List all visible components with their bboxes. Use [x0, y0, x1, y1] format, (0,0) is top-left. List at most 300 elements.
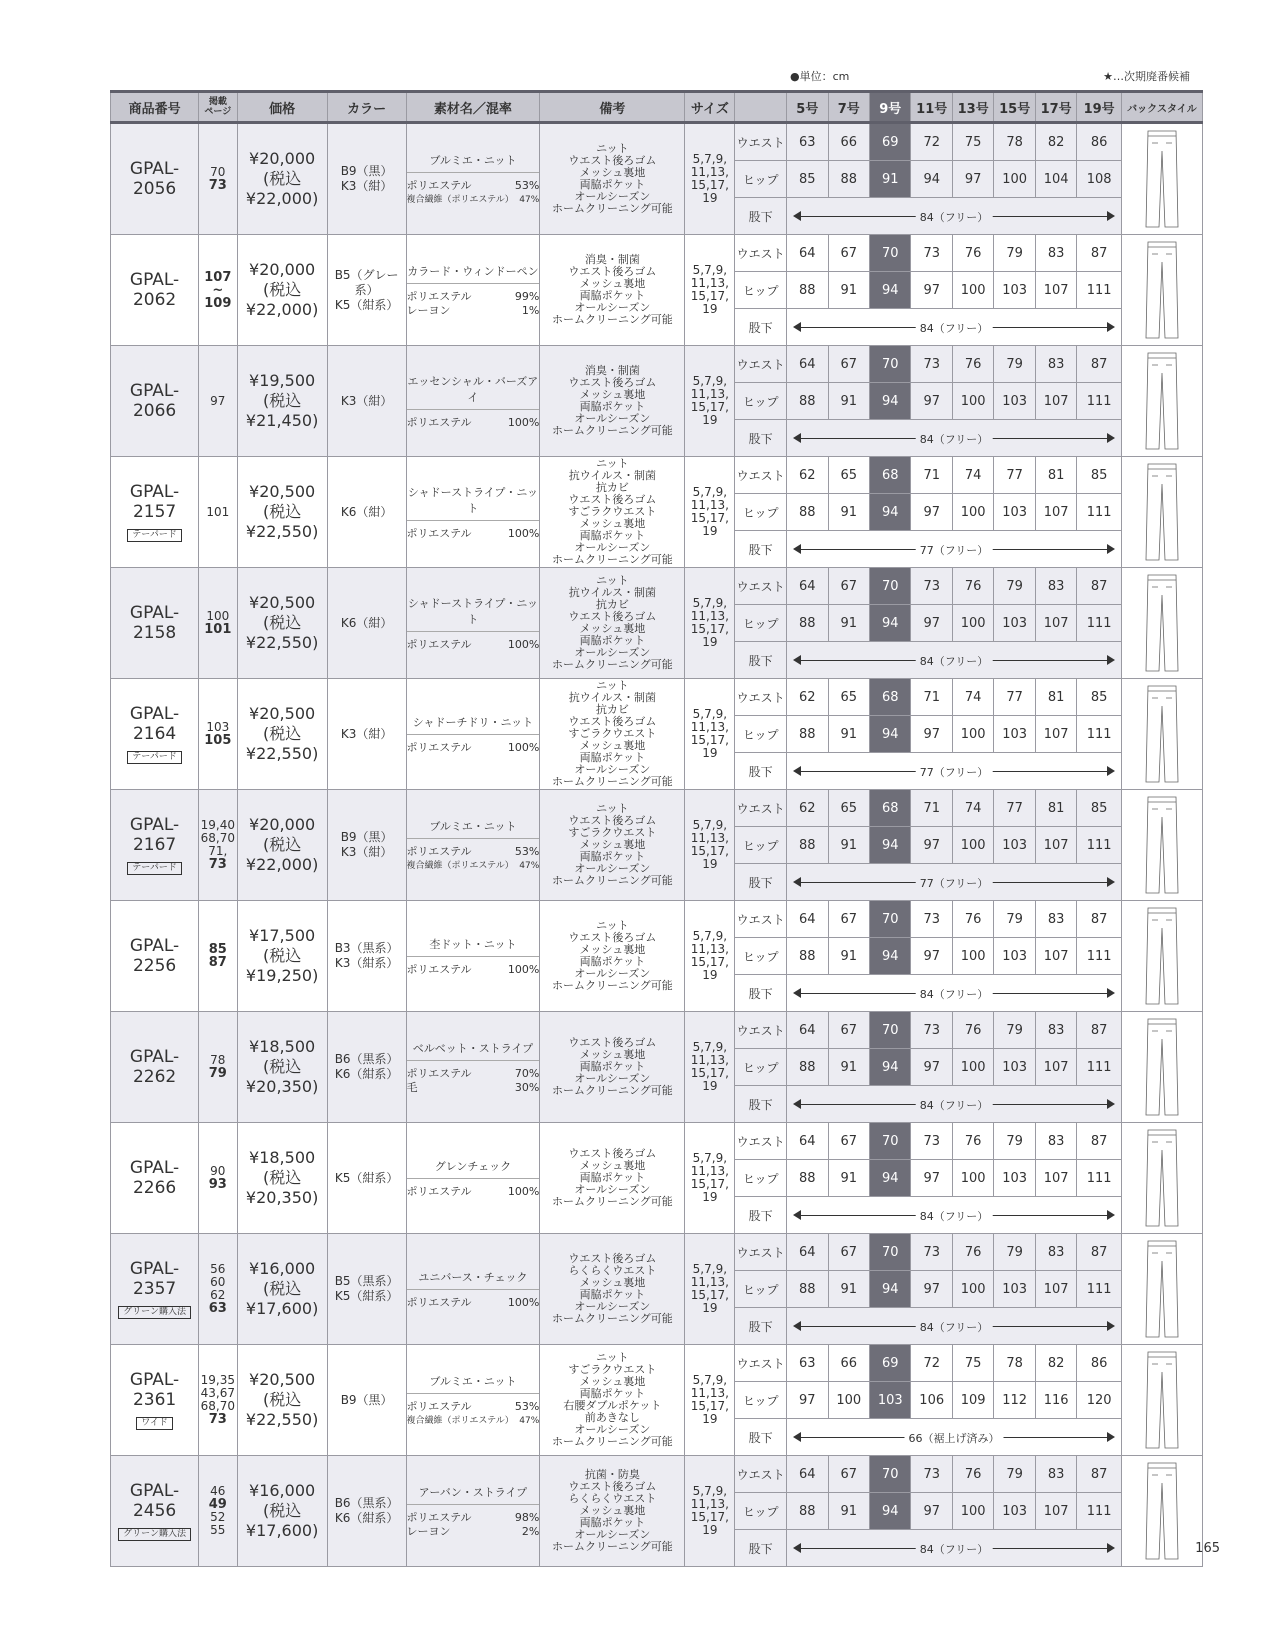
- note-item: ニット: [596, 802, 629, 815]
- header-size-17: 17号: [1035, 92, 1076, 123]
- note-item: オールシーズン: [574, 1528, 651, 1541]
- header-size-5: 5号: [787, 92, 828, 123]
- material-mix-line: [407, 1067, 540, 1081]
- hip-value: 103: [994, 383, 1035, 420]
- hip-value: 94: [870, 1271, 911, 1308]
- product-row: [111, 123, 1203, 161]
- fiber-name: ポリエステル: [406, 637, 472, 651]
- color-option: B6（黒系）: [334, 1052, 399, 1066]
- hip-label: ヒップ: [735, 1493, 787, 1530]
- catalog-page-bold: 79: [208, 1066, 227, 1081]
- catalog-page: 56: [210, 1262, 226, 1276]
- hip-label: ヒップ: [735, 716, 787, 753]
- product-badge: グリーン購入法: [118, 1306, 191, 1319]
- fiber-percent: 53%: [514, 844, 540, 858]
- note-item: ウエスト後ろゴム: [568, 493, 657, 506]
- color-option: K6（紺系）: [334, 1067, 399, 1081]
- waist-value: 83: [1035, 1123, 1076, 1160]
- color-cell: [327, 1123, 406, 1234]
- note-item: オールシーズン: [574, 1300, 651, 1313]
- color-cell: [327, 1345, 406, 1456]
- waist-label: ウエスト: [735, 1456, 787, 1493]
- waist-value: 71: [911, 457, 952, 494]
- catalog-page-cell: [199, 457, 237, 568]
- product-row: [111, 1234, 1203, 1271]
- price-with-tax: (税込 ¥21,450): [245, 391, 319, 430]
- waist-value: 87: [1077, 1456, 1122, 1493]
- inseam-value: 77（フリー）: [916, 542, 993, 558]
- note-item: ホームクリーニング可能: [551, 424, 673, 437]
- hip-value: 103: [994, 1271, 1035, 1308]
- product-code: GPAL-2056: [129, 159, 180, 199]
- catalog-page-cell: [199, 901, 237, 1012]
- product-code-cell: [111, 123, 199, 235]
- product-row: [111, 1456, 1203, 1493]
- available-sizes: 5,7,9, 11,13, 15,17, 19: [685, 1345, 735, 1456]
- hip-value: 100: [952, 938, 993, 975]
- waist-value: 81: [1035, 790, 1076, 827]
- hip-value: 111: [1077, 1493, 1122, 1530]
- header-price: 価格: [237, 92, 327, 123]
- arrow-right-icon: [1107, 877, 1115, 887]
- price-cell: [237, 1345, 327, 1456]
- inseam-arrow: [795, 210, 1113, 222]
- waist-value: 64: [787, 568, 828, 605]
- catalog-page: 103: [206, 720, 230, 734]
- color-option: K5（紺系）: [334, 297, 399, 312]
- note-item: 抗カビ: [595, 598, 629, 611]
- hip-value: 88: [787, 1160, 828, 1197]
- inseam-cell: [787, 198, 1122, 235]
- note-item: オールシーズン: [574, 763, 651, 776]
- hip-value: 107: [1035, 272, 1076, 309]
- fiber-percent: 30%: [514, 1080, 540, 1094]
- fiber-percent: 100%: [507, 1295, 540, 1309]
- note-item: ニット: [596, 919, 629, 932]
- color-option: K6（紺系）: [334, 1511, 399, 1525]
- note-item: オールシーズン: [574, 1423, 651, 1436]
- fiber-name: ポリエステル: [406, 1066, 472, 1080]
- waist-value: 64: [787, 901, 828, 938]
- waist-value: 62: [787, 457, 828, 494]
- hip-value: 91: [828, 383, 869, 420]
- material-cell: [406, 1345, 540, 1456]
- fiber-name: ポリエステル: [406, 415, 472, 429]
- color-option: B5（黒系）: [334, 1274, 399, 1288]
- material-mix-line: [407, 741, 540, 755]
- inseam-arrow: [795, 1209, 1113, 1221]
- price-cell: [237, 123, 327, 235]
- available-sizes: 5,7,9, 11,13, 15,17, 19: [685, 235, 735, 346]
- note-item: ホームクリーニング可能: [551, 775, 673, 788]
- inseam-label: 股下: [735, 1197, 787, 1234]
- fiber-name: 複合繊維（ポリエステル）: [406, 194, 514, 205]
- product-code-cell: [111, 457, 199, 568]
- product-badge: グリーン購入法: [118, 1528, 191, 1541]
- waist-value: 71: [911, 679, 952, 716]
- hip-value: 100: [952, 1493, 993, 1530]
- note-item: メッシュ裏地: [579, 622, 646, 635]
- note-item: オールシーズン: [574, 412, 651, 425]
- hip-label: ヒップ: [735, 605, 787, 642]
- material-mix-line: [407, 1185, 540, 1199]
- pants-back-icon: [1142, 462, 1182, 562]
- pants-back-icon: [1142, 1017, 1182, 1117]
- hip-label: ヒップ: [735, 494, 787, 531]
- waist-value: 64: [787, 1123, 828, 1160]
- inseam-label: 股下: [735, 309, 787, 346]
- price-with-tax: (税込 ¥17,600): [245, 1279, 319, 1318]
- arrow-right-icon: [1107, 1543, 1115, 1553]
- material-mix-line: [407, 1414, 540, 1428]
- available-sizes: 5,7,9, 11,13, 15,17, 19: [685, 568, 735, 679]
- product-row: [111, 901, 1203, 938]
- waist-value: 73: [911, 1234, 952, 1271]
- product-code: GPAL-2262: [129, 1047, 180, 1087]
- waist-value: 78: [994, 123, 1035, 161]
- inseam-value: 66（裾上げ済み）: [905, 1430, 1004, 1446]
- arrow-left-icon: [793, 211, 801, 221]
- product-code-cell: [111, 568, 199, 679]
- waist-value: 87: [1077, 235, 1122, 272]
- note-item: 両脇ポケット: [579, 751, 646, 764]
- notes-cell: [540, 1345, 685, 1456]
- hip-value: 103: [994, 1049, 1035, 1086]
- price-cell: [237, 1123, 327, 1234]
- note-item: 両脇ポケット: [579, 400, 646, 413]
- inseam-cell: [787, 1530, 1122, 1567]
- note-item: ホームクリーニング可能: [551, 1195, 673, 1208]
- material-name: ブルミエ・ニット: [407, 818, 540, 839]
- hip-value: 111: [1077, 1160, 1122, 1197]
- inseam-cell: [787, 1086, 1122, 1123]
- hip-value: 91: [828, 1271, 869, 1308]
- note-item: 抗カビ: [595, 481, 629, 494]
- note-item: ウエスト後ろゴム: [568, 1480, 657, 1493]
- available-sizes: 5,7,9, 11,13, 15,17, 19: [685, 346, 735, 457]
- price-cell: [237, 457, 327, 568]
- catalog-page-bold: ~: [212, 282, 224, 298]
- hip-value: 91: [828, 938, 869, 975]
- note-item: オールシーズン: [574, 541, 651, 554]
- hip-value: 100: [952, 716, 993, 753]
- waist-value: 69: [870, 1345, 911, 1382]
- waist-value: 68: [870, 457, 911, 494]
- fiber-name: ポリエステル: [406, 740, 472, 754]
- waist-value: 81: [1035, 457, 1076, 494]
- color-cell: [327, 1234, 406, 1345]
- waist-value: 65: [828, 457, 869, 494]
- arrow-right-icon: [1107, 1432, 1115, 1442]
- waist-value: 73: [911, 235, 952, 272]
- product-code-cell: [111, 1012, 199, 1123]
- hip-value: 111: [1077, 716, 1122, 753]
- product-code: GPAL-2062: [129, 270, 180, 310]
- fiber-name: ポリエステル: [406, 962, 472, 976]
- hip-value: 97: [911, 1160, 952, 1197]
- fiber-percent: 98%: [514, 1510, 540, 1524]
- hip-value: 100: [994, 161, 1035, 198]
- waist-value: 65: [828, 679, 869, 716]
- waist-value: 76: [952, 568, 993, 605]
- note-item: ウエスト後ろゴム: [568, 154, 657, 167]
- price-with-tax: (税込 ¥20,350): [245, 1057, 319, 1096]
- arrow-right-icon: [1107, 766, 1115, 776]
- catalog-page-bold: 107: [204, 269, 232, 285]
- color-option: K3（紺系）: [334, 956, 399, 970]
- waist-value: 73: [911, 901, 952, 938]
- waist-value: 74: [952, 790, 993, 827]
- hip-label: ヒップ: [735, 1271, 787, 1308]
- color-cell: [327, 1456, 406, 1567]
- arrow-right-icon: [1107, 988, 1115, 998]
- pants-back-icon: [1142, 906, 1182, 1006]
- note-item: すごラクウエスト: [568, 727, 657, 740]
- inseam-cell: [787, 642, 1122, 679]
- inseam-value: 84（フリー）: [916, 320, 993, 336]
- inseam-label: 股下: [735, 420, 787, 457]
- waist-value: 74: [952, 679, 993, 716]
- waist-value: 87: [1077, 346, 1122, 383]
- inseam-label: 股下: [735, 1530, 787, 1567]
- available-sizes: 5,7,9, 11,13, 15,17, 19: [685, 457, 735, 568]
- material-name: アーバン・ストライプ: [407, 1484, 540, 1505]
- header-size-9: 9号: [870, 92, 911, 123]
- pants-back-icon: [1142, 1239, 1182, 1339]
- catalog-page-bold: 73: [208, 857, 227, 872]
- waist-value: 79: [994, 1012, 1035, 1049]
- product-code-cell: [111, 901, 199, 1012]
- note-item: メッシュ裏地: [579, 1048, 646, 1061]
- note-item: メッシュ裏地: [579, 388, 646, 401]
- note-item: メッシュ裏地: [579, 517, 646, 530]
- hip-value: 85: [787, 161, 828, 198]
- inseam-value: 84（フリー）: [916, 1319, 993, 1335]
- arrow-right-icon: [1107, 1210, 1115, 1220]
- product-code: GPAL-2266: [129, 1158, 180, 1198]
- hip-value: 88: [787, 272, 828, 309]
- notes-cell: [540, 235, 685, 346]
- hip-value: 111: [1077, 1271, 1122, 1308]
- hip-value: 103: [994, 272, 1035, 309]
- waist-label: ウエスト: [735, 1345, 787, 1382]
- price: ¥18,500: [249, 1037, 316, 1056]
- hip-label: ヒップ: [735, 827, 787, 864]
- product-code: GPAL-2157: [129, 482, 180, 522]
- color-cell: [327, 235, 406, 346]
- hip-value: 91: [870, 161, 911, 198]
- fiber-percent: 47%: [519, 1415, 540, 1426]
- product-badge: テーパード: [127, 751, 182, 764]
- material-cell: [406, 1234, 540, 1345]
- note-item: オールシーズン: [574, 862, 651, 875]
- hip-value: 97: [952, 161, 993, 198]
- material-cell: [406, 1123, 540, 1234]
- catalog-page-bold: 85: [208, 942, 227, 957]
- price-cell: [237, 790, 327, 901]
- waist-value: 68: [870, 679, 911, 716]
- note-item: すごラクウエスト: [568, 505, 657, 518]
- note-item: ホームクリーニング可能: [551, 1084, 673, 1097]
- note-item: ニット: [596, 142, 629, 155]
- arrow-left-icon: [793, 544, 801, 554]
- note-item: メッシュ裏地: [579, 739, 646, 752]
- header-row: [111, 92, 1203, 123]
- note-item: 両脇ポケット: [579, 955, 646, 968]
- pants-back-icon: [1142, 573, 1182, 673]
- fiber-name: 複合繊維（ポリエステル）: [406, 1415, 514, 1426]
- color-cell: [327, 679, 406, 790]
- fiber-name: ポリエステル: [406, 844, 472, 858]
- catalog-page: 68,70: [200, 1399, 235, 1413]
- note-item: ホームクリーニング可能: [551, 553, 673, 566]
- material-mix-line: [407, 1081, 540, 1095]
- catalog-page: 19,35: [200, 1373, 235, 1387]
- material-mix-line: [407, 638, 540, 652]
- note-item: ウエスト後ろゴム: [568, 376, 657, 389]
- inseam-arrow: [795, 876, 1113, 888]
- available-sizes: 5,7,9, 11,13, 15,17, 19: [685, 1456, 735, 1567]
- header-size-11: 11号: [911, 92, 952, 123]
- catalog-page-cell: [199, 790, 237, 901]
- fiber-percent: 70%: [514, 1066, 540, 1080]
- inseam-arrow: [795, 543, 1113, 555]
- price-cell: [237, 346, 327, 457]
- material-cell: [406, 235, 540, 346]
- waist-value: 66: [828, 1345, 869, 1382]
- waist-value: 77: [994, 457, 1035, 494]
- hip-value: 103: [870, 1382, 911, 1419]
- fiber-percent: 53%: [514, 178, 540, 192]
- hip-label: ヒップ: [735, 272, 787, 309]
- fiber-name: ポリエステル: [406, 1399, 472, 1413]
- note-item: 両脇ポケット: [579, 1171, 646, 1184]
- header-size-13: 13号: [952, 92, 993, 123]
- notes-cell: [540, 568, 685, 679]
- waist-value: 76: [952, 901, 993, 938]
- hip-value: 107: [1035, 827, 1076, 864]
- catalog-page: 70: [210, 165, 226, 179]
- waist-value: 76: [952, 1123, 993, 1160]
- hip-value: 97: [911, 272, 952, 309]
- note-item: ホームクリーニング可能: [551, 1312, 673, 1325]
- waist-value: 73: [911, 1123, 952, 1160]
- material-name: シャドーチドリ・ニット: [407, 714, 540, 735]
- pants-back-icon: [1142, 351, 1182, 451]
- pants-back-icon: [1142, 684, 1182, 784]
- price-cell: [237, 568, 327, 679]
- fiber-name: 複合繊維（ポリエステル）: [406, 860, 514, 871]
- catalog-page: 52: [210, 1510, 226, 1524]
- note-item: 消臭・制菌: [584, 253, 640, 266]
- waist-label: ウエスト: [735, 790, 787, 827]
- arrow-left-icon: [793, 655, 801, 665]
- inseam-label: 股下: [735, 642, 787, 679]
- fiber-name: レーヨン: [406, 303, 451, 317]
- product-code: GPAL-2164: [129, 704, 180, 744]
- inseam-arrow: [795, 987, 1113, 999]
- hip-label: ヒップ: [735, 1049, 787, 1086]
- back-style-cell: [1121, 1345, 1202, 1456]
- waist-value: 70: [870, 1234, 911, 1271]
- price-with-tax: (税込 ¥22,550): [245, 613, 319, 652]
- inseam-label: 股下: [735, 1086, 787, 1123]
- price-with-tax: (税込 ¥22,000): [245, 280, 319, 319]
- waist-value: 87: [1077, 1012, 1122, 1049]
- inseam-arrow: [795, 432, 1113, 444]
- hip-value: 100: [952, 494, 993, 531]
- hip-value: 100: [952, 272, 993, 309]
- hip-value: 107: [1035, 716, 1076, 753]
- waist-value: 64: [787, 1012, 828, 1049]
- fiber-percent: 100%: [507, 415, 540, 429]
- color-option: K3（紺）: [340, 179, 393, 193]
- material-name: グレンチェック: [407, 1158, 540, 1179]
- arrow-right-icon: [1107, 433, 1115, 443]
- hip-value: 100: [952, 605, 993, 642]
- catalog-page-cell: [199, 123, 237, 235]
- waist-label: ウエスト: [735, 679, 787, 716]
- product-code-cell: [111, 1345, 199, 1456]
- fiber-percent: 100%: [507, 526, 540, 540]
- price: ¥20,500: [249, 593, 316, 612]
- price: ¥18,500: [249, 1148, 316, 1167]
- hip-value: 116: [1035, 1382, 1076, 1419]
- hip-value: 88: [787, 605, 828, 642]
- arrow-left-icon: [793, 1321, 801, 1331]
- hip-value: 111: [1077, 272, 1122, 309]
- hip-value: 107: [1035, 938, 1076, 975]
- note-item: ホームクリーニング可能: [551, 1435, 673, 1448]
- header-size-7: 7号: [828, 92, 869, 123]
- note-item: 両脇ポケット: [579, 850, 646, 863]
- waist-label: ウエスト: [735, 1012, 787, 1049]
- price-cell: [237, 1012, 327, 1123]
- waist-label: ウエスト: [735, 235, 787, 272]
- fiber-percent: 47%: [519, 194, 540, 205]
- product-row: [111, 568, 1203, 605]
- waist-value: 76: [952, 235, 993, 272]
- hip-value: 88: [787, 827, 828, 864]
- inseam-value: 84（フリー）: [916, 431, 993, 447]
- catalog-page: 46: [210, 1484, 226, 1498]
- material-cell: [406, 1012, 540, 1123]
- price-with-tax: (税込 ¥22,550): [245, 502, 319, 541]
- catalog-page: 97: [210, 393, 226, 408]
- price-with-tax: (税込 ¥19,250): [245, 946, 319, 985]
- fiber-name: ポリエステル: [406, 1295, 472, 1309]
- hip-value: 94: [870, 716, 911, 753]
- waist-value: 86: [1077, 1345, 1122, 1382]
- hip-value: 97: [911, 605, 952, 642]
- hip-value: 97: [911, 1049, 952, 1086]
- legend-note: ★…次期廃番候補: [1103, 70, 1190, 83]
- note-item: ホームクリーニング可能: [551, 658, 673, 671]
- waist-value: 87: [1077, 568, 1122, 605]
- product-row: [111, 1345, 1203, 1382]
- inseam-arrow: [795, 654, 1113, 666]
- note-item: ウエスト後ろゴム: [568, 1252, 657, 1265]
- material-name: エッセンシャル・バーズアイ: [407, 373, 540, 410]
- hip-value: 91: [828, 272, 869, 309]
- fiber-name: ポリエステル: [406, 526, 472, 540]
- hip-value: 107: [1035, 1493, 1076, 1530]
- back-style-cell: [1121, 568, 1202, 679]
- available-sizes: 5,7,9, 11,13, 15,17, 19: [685, 1012, 735, 1123]
- product-row: [111, 235, 1203, 272]
- waist-value: 79: [994, 346, 1035, 383]
- catalog-page: 60: [210, 1275, 226, 1289]
